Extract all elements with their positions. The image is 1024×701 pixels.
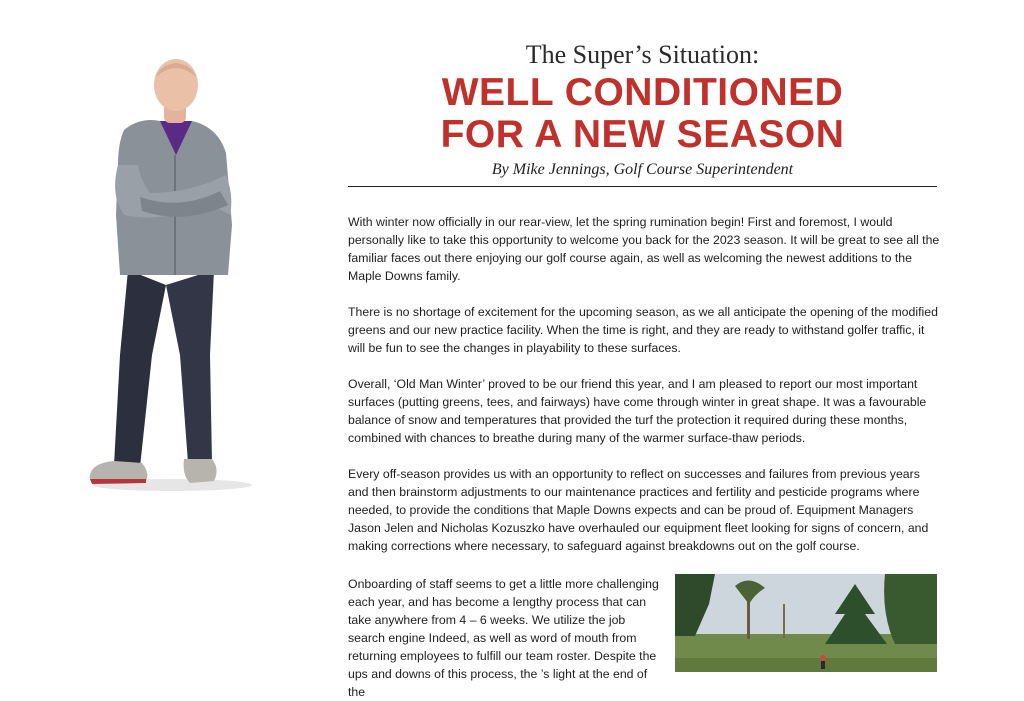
paragraph-5: Onboarding of staff seems to get a little more challenging each year, and has become a lengthy process that can take anywhere from 4 – 6 weeks. We utilize the job search engine Indeed, as well as word of mouth from returning employees to fulfill our team roster. Despite the ups and downs of this process, the ’s light at the end of the bbox=[348, 577, 659, 699]
headline-line-2: FOR A NEW SEASON bbox=[440, 113, 845, 156]
paragraph-2: There is no shortage of excitement for the upcoming season, as we all anticipate the opening of the modified greens and our new practice facility. When the time is right, and they are ready to withstand golfer traffic, it will be fun to see the changes in playability to these surfaces. bbox=[348, 305, 938, 355]
article-header bbox=[348, 40, 937, 180]
headline-line-1: WELL CONDITIONED bbox=[441, 71, 844, 114]
paragraph-4: Every off-season provides us with an opportunity to reflect on successes and failures from previous years and then brainstorm adjustments to our maintenance practices and fertility and pesticide programs where needed, to provide the conditions that Maple Downs expects and can be proud of. Equipment Managers Jason Jelen and Nicholas Kozuszko have overhauled our equipment fleet looking for signs of concern, and making corrections where necessary, to safeguard against breakdowns out on the golf course. bbox=[348, 467, 929, 553]
course-photo-image bbox=[675, 574, 937, 672]
article-body-continued bbox=[348, 575, 663, 701]
article-body bbox=[348, 213, 940, 573]
portrait-figure bbox=[80, 55, 260, 495]
superintendent-portrait bbox=[80, 55, 260, 495]
article-headline bbox=[348, 72, 937, 156]
article-kicker: The Super’s Situation: bbox=[525, 40, 760, 69]
header-divider bbox=[348, 186, 937, 187]
paragraph-3: Overall, ‘Old Man Winter’ proved to be our friend this year, and I am pleased to report our most important surfaces (putting greens, tees, and fairways) have come through winter in great shape. It was a favourable balance of snow and temperatures that provided the turf the protection it required during these months, combined with chances to breathe during many of the warmer surface-thaw periods. bbox=[348, 377, 927, 445]
article-byline: By Mike Jennings, Golf Course Superintendent bbox=[491, 161, 794, 178]
paragraph-1: With winter now officially in our rear-view, let the spring rumination begin! First and foremost, I would personally like to take this opportunity to welcome you back for the 2023 season. It will be great to see all the familiar faces out there enjoying our golf course again, as well as welcoming the newest additions to the Maple Downs family. bbox=[348, 215, 940, 283]
golf-course-photo bbox=[675, 574, 937, 672]
